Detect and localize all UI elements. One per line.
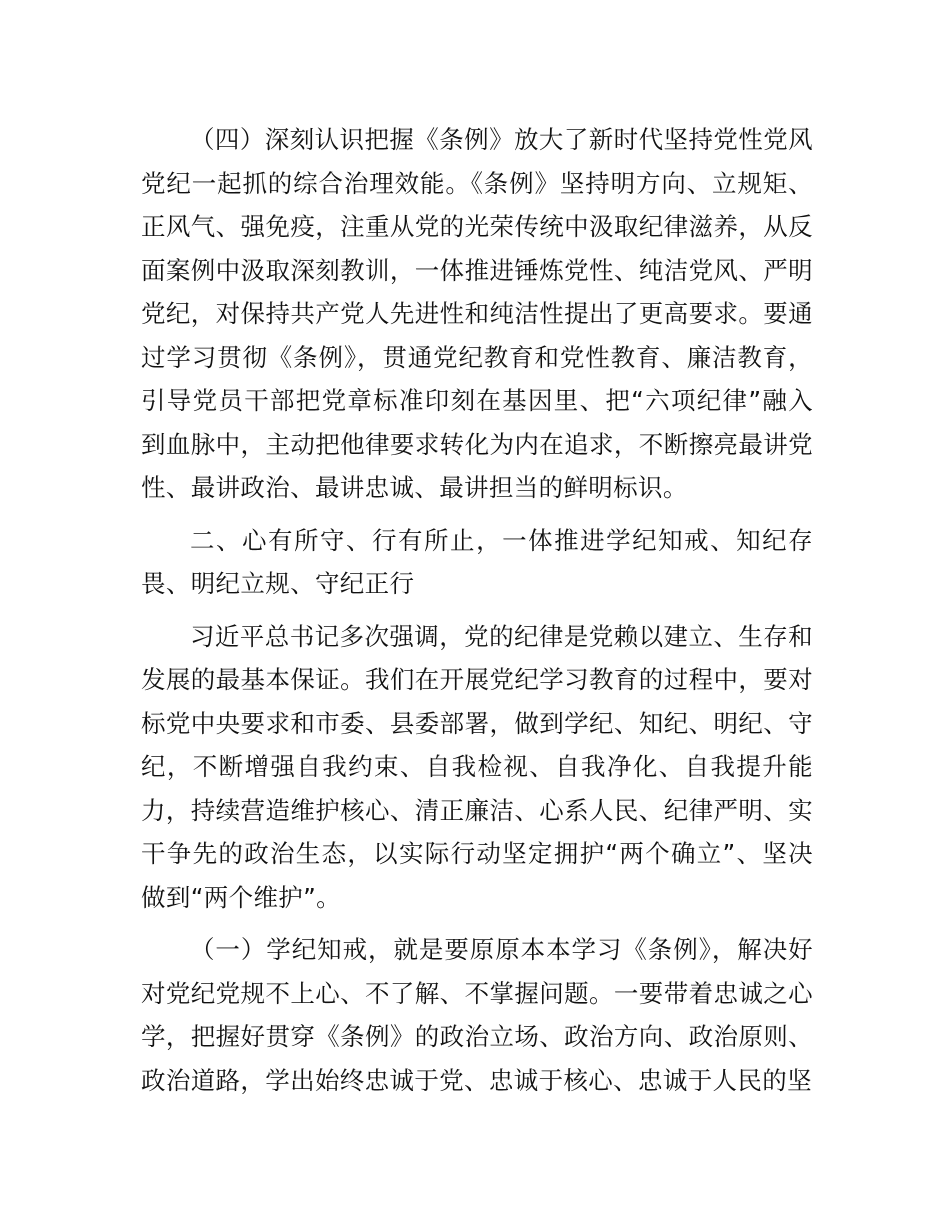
document-body — [141, 118, 813, 1102]
section-heading-two: 二、心有所守、行有所止，一体推进学纪知戒、知纪存畏、明纪立规、守纪正行 — [141, 525, 813, 598]
paragraph-intro-discipline: 习近平总书记多次强调，党的纪律是党赖以建立、生存和发展的最基本保证。我们在开展党纪学习教育的过程中，要对标党中央要求和市委、县委部署，做到学纪、知纪、明纪、守纪，不断增强自我约束、自我检视、自我净化、自我提升能力，持续营造维护核心、清正廉洁、心系人民、纪律严明、实干争先的政治生态，以实际行动坚定拥护“两个确立”、坚决做到“两个维护”。 — [141, 621, 813, 912]
paragraph-subsection-one: （一）学纪知戒，就是要原原本本学习《条例》，解决好对党纪党规不上心、不了解、不掌握问题。一要带着忠诚之心学，把握好贯穿《条例》的政治立场、政治方向、政治原则、政治道路，学出始终忠诚于党、忠诚于核心、忠诚于人民的坚 — [141, 935, 813, 1095]
paragraph-section-four: （四）深刻认识把握《条例》放大了新时代坚持党性党风党纪一起抓的综合治理效能。《条例》坚持明方向、立规矩、正风气、强免疫，注重从党的光荣传统中汲取纪律滋养，从反面案例中汲取深刻教训，一体推进锤炼党性、纯洁党风、严明党纪，对保持共产党人先进性和纯洁性提出了更高要求。要通过学习贯彻《条例》，贯通党纪教育和党性教育、廉洁教育，引导党员干部把党章标准印刻在基因里、把“六项纪律”融入到血脉中，主动把他律要求转化为内在追求，不断擦亮最讲党性、最讲政治、最讲忠诚、最讲担当的鲜明标识。 — [141, 125, 813, 502]
